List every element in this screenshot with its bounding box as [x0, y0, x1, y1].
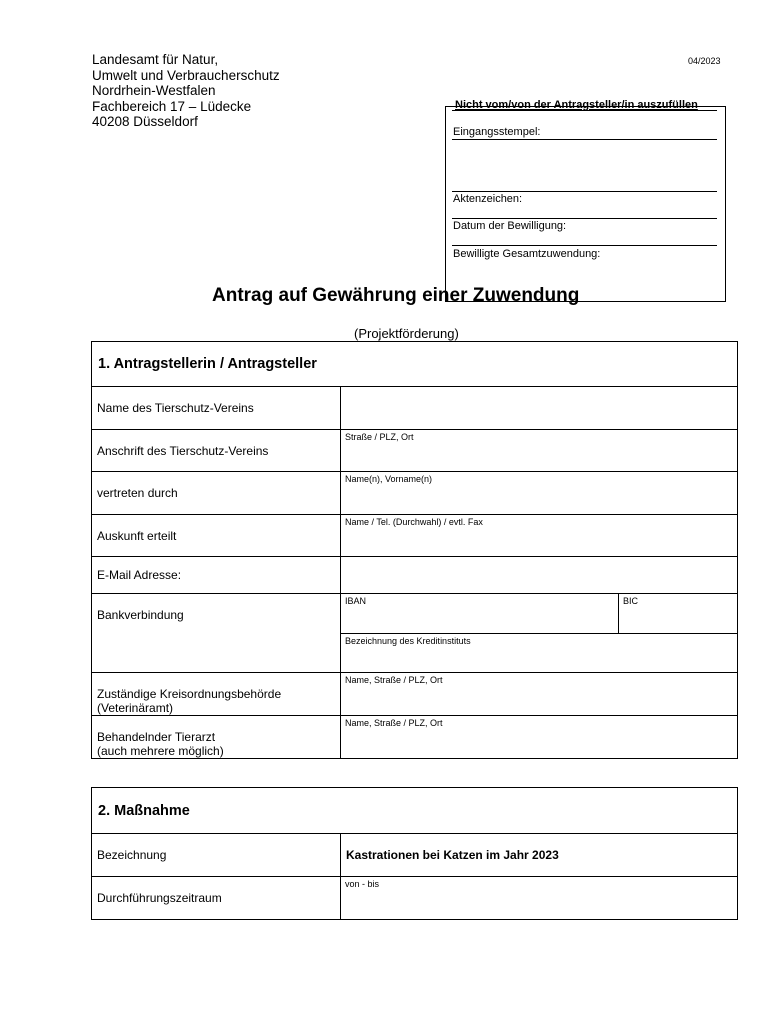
- period-label: Durchführungszeitraum: [92, 877, 341, 920]
- authority-field[interactable]: [341, 673, 738, 716]
- divider: [452, 191, 717, 192]
- section-heading: 1. Antragstellerin / Antragsteller: [92, 342, 738, 387]
- bank-label: Bankverbindung: [92, 594, 341, 673]
- field-hint: BIC: [623, 596, 639, 606]
- club-name-field[interactable]: [341, 387, 738, 430]
- divider: [452, 245, 717, 246]
- authority-label-line: Zuständige Kreisordnungsbehörde: [97, 687, 282, 701]
- period-field[interactable]: [341, 877, 738, 920]
- divider: [452, 110, 717, 111]
- designation-field[interactable]: Kastrationen bei Katzen im Jahr 2023: [341, 834, 738, 877]
- vet-field[interactable]: [341, 716, 738, 759]
- iban-field[interactable]: [341, 594, 619, 634]
- contact-label: Auskunft erteilt: [92, 515, 341, 557]
- vet-label: [92, 716, 341, 759]
- section-heading: 2. Maßnahme: [92, 788, 738, 834]
- divider: [452, 139, 717, 140]
- represented-by-field[interactable]: [341, 472, 738, 515]
- field-hint: Name, Straße / PLZ, Ort: [345, 675, 443, 685]
- vet-label-line: Behandelnder Tierarzt: [97, 730, 216, 744]
- bank-name-field[interactable]: [341, 634, 738, 673]
- club-name-label: Name des Tierschutz-Vereins: [92, 387, 341, 430]
- contact-field[interactable]: [341, 515, 738, 557]
- applicant-section: [91, 341, 738, 759]
- bic-field[interactable]: [619, 594, 738, 634]
- represented-by-label: vertreten durch: [92, 472, 341, 515]
- field-hint: Name, Straße / PLZ, Ort: [345, 718, 443, 728]
- field-hint: Bezeichnung des Kreditinstituts: [345, 636, 471, 646]
- field-hint: Straße / PLZ, Ort: [345, 432, 414, 442]
- email-field[interactable]: [341, 557, 738, 594]
- vet-label-line: (auch mehrere möglich): [97, 744, 224, 758]
- club-address-field[interactable]: [341, 430, 738, 472]
- address-line: Umwelt und Verbraucherschutz: [92, 67, 280, 83]
- field-hint: Name(n), Vorname(n): [345, 474, 433, 484]
- address-line: Landesamt für Natur,: [92, 52, 219, 67]
- receipt-stamp-label: Eingangsstempel:: [453, 126, 541, 138]
- total-grant-label: Bewilligte Gesamtzuwendung:: [453, 248, 601, 260]
- address-line: 40208 Düsseldorf: [92, 114, 198, 129]
- field-hint: von - bis: [345, 879, 380, 889]
- page-title: Antrag auf Gewährung einer Zuwendung: [212, 285, 580, 306]
- field-hint: IBAN: [345, 596, 367, 606]
- authority-label: [92, 673, 341, 716]
- office-use-title: Nicht vom/von der Antragsteller/in auszufüllen: [455, 99, 698, 111]
- form-version-date: 04/2023: [688, 56, 721, 66]
- address-line: Fachbereich 17 – Lüdecke: [92, 98, 252, 114]
- designation-label: Bezeichnung: [92, 834, 341, 877]
- authority-address: [92, 52, 280, 130]
- address-line: Nordrhein-Westfalen: [92, 83, 216, 98]
- page-subtitle: (Projektförderung): [354, 326, 459, 341]
- measure-section: [91, 787, 738, 920]
- field-hint: Name / Tel. (Durchwahl) / evtl. Fax: [345, 517, 483, 527]
- approval-date-label: Datum der Bewilligung:: [453, 220, 567, 232]
- divider: [452, 218, 717, 219]
- file-number-label: Aktenzeichen:: [453, 193, 523, 205]
- club-address-label: Anschrift des Tierschutz-Vereins: [92, 430, 341, 472]
- email-label: E-Mail Adresse:: [92, 557, 341, 594]
- authority-label-line: (Veterinäramt): [97, 701, 174, 715]
